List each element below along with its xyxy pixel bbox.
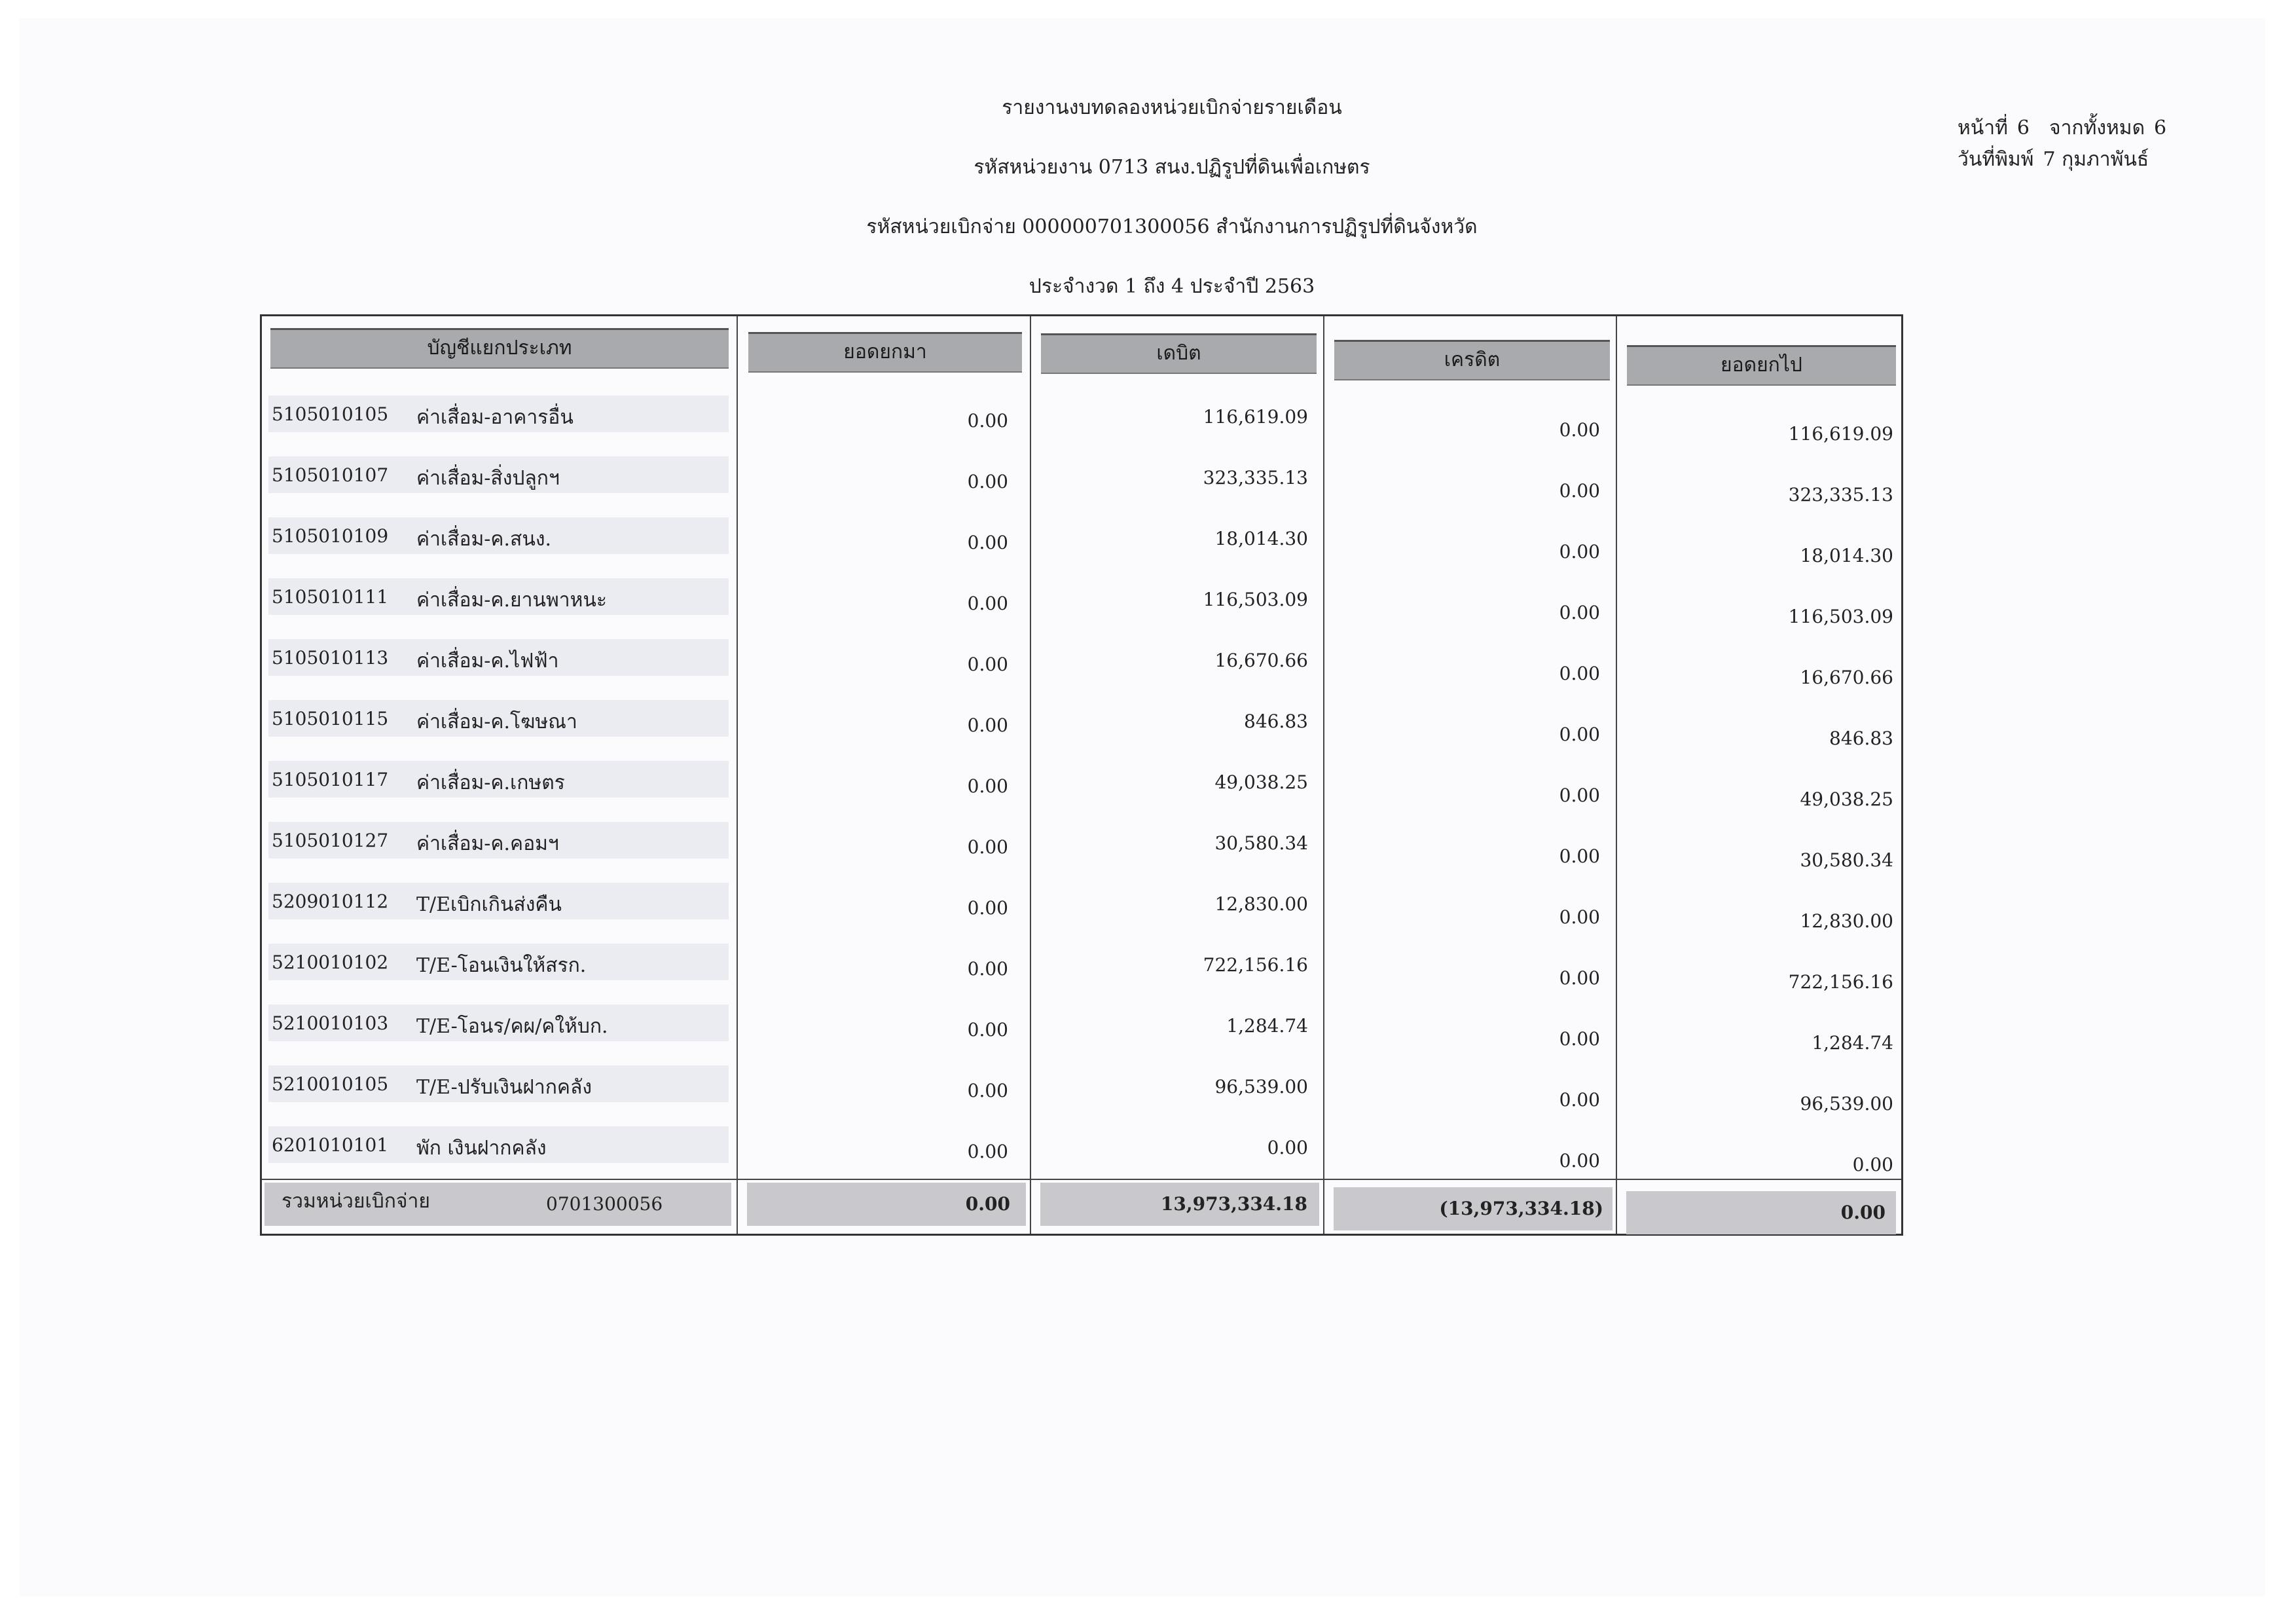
- debit-value: 323,335.13: [1203, 467, 1308, 489]
- account-name: พัก เงินฝากคลัง: [416, 1137, 547, 1160]
- carried-forward-value: 722,156.16: [1788, 971, 1893, 993]
- print-date-line: [1958, 144, 2252, 175]
- brought-forward-value: 0.00: [967, 410, 1008, 432]
- credit-value: 0.00: [1559, 480, 1600, 502]
- brought-forward-value: 0.00: [967, 654, 1008, 675]
- credit-value: 0.00: [1559, 724, 1600, 745]
- table-row: [262, 396, 1901, 445]
- account-name: ค่าเสื่อม-ค.โฆษณา: [416, 710, 577, 733]
- header-brought-forward: ยอดยกมา: [748, 332, 1022, 373]
- trial-balance-table: [260, 314, 1903, 1236]
- disbursing-unit-line: รหัสหน่วยเบิกจ่าย 000000701300056 สำนักงานการปฏิรูปที่ดินจังหวัด: [866, 215, 1478, 238]
- table-row: [262, 517, 1901, 566]
- debit-value: 30,580.34: [1214, 832, 1308, 854]
- account-name: T/Eเบิกเกินส่งคืน: [416, 893, 562, 916]
- credit-value: 0.00: [1559, 541, 1600, 563]
- account-code: 5105010109: [272, 525, 389, 547]
- debit-value: 49,038.25: [1214, 771, 1308, 793]
- table-row: [262, 700, 1901, 749]
- account-name: ค่าเสื่อม-อาคารอื่น: [416, 406, 574, 429]
- total-unit-code: 0701300056: [546, 1193, 663, 1215]
- total-brought-forward: 0.00: [747, 1183, 1026, 1226]
- total-carried-forward: 0.00: [1626, 1191, 1896, 1234]
- brought-forward-value: 0.00: [967, 775, 1008, 797]
- carried-forward-value: 1,284.74: [1812, 1032, 1893, 1054]
- carried-forward-value: 96,539.00: [1800, 1093, 1893, 1115]
- debit-value: 16,670.66: [1214, 650, 1308, 671]
- agency-code-line: รหัสหน่วยงาน 0713 สนง.ปฏิรูปที่ดินเพื่อเกษตร: [974, 156, 1370, 179]
- carried-forward-value: 49,038.25: [1800, 788, 1893, 810]
- debit-value: 18,014.30: [1214, 528, 1308, 549]
- account-code: 5105010113: [272, 647, 389, 669]
- carried-forward-value: 16,670.66: [1800, 667, 1893, 688]
- brought-forward-value: 0.00: [967, 1019, 1008, 1041]
- carried-forward-value: 12,830.00: [1800, 910, 1893, 932]
- credit-value: 0.00: [1559, 784, 1600, 806]
- carried-forward-value: 846.83: [1829, 728, 1893, 749]
- account-code: 5105010117: [272, 769, 389, 790]
- page-info: [1958, 113, 2252, 175]
- account-code: 5210010102: [272, 951, 389, 973]
- account-name: ค่าเสื่อม-ค.ยานพาหนะ: [416, 589, 607, 612]
- period-line: ประจำงวด 1 ถึง 4 ประจำปี 2563: [1029, 275, 1315, 298]
- account-name: ค่าเสื่อม-ค.คอมฯ: [416, 832, 559, 855]
- account-name: T/E-โอนร/คผ/คให้บก.: [416, 1015, 608, 1038]
- print-date: 7 กุมภาพันธ์: [2043, 148, 2149, 171]
- account-name: T/E-ปรับเงินฝากคลัง: [416, 1076, 592, 1099]
- carried-forward-value: 116,619.09: [1788, 423, 1893, 445]
- carried-forward-value: 116,503.09: [1788, 606, 1893, 627]
- credit-value: 0.00: [1559, 845, 1600, 867]
- page-label: หน้าที่: [1958, 117, 2008, 139]
- header-account: บัญชีแยกประเภท: [270, 328, 729, 369]
- credit-value: 0.00: [1559, 1089, 1600, 1111]
- account-code: 5105010127: [272, 830, 389, 851]
- header-carried-forward: ยอดยกไป: [1627, 345, 1896, 386]
- brought-forward-value: 0.00: [967, 897, 1008, 919]
- carried-forward-value: 18,014.30: [1800, 545, 1893, 566]
- credit-value: 0.00: [1559, 906, 1600, 928]
- total-label: รวมหน่วยเบิกจ่าย: [282, 1190, 430, 1213]
- account-code: 5105010105: [272, 403, 389, 425]
- brought-forward-value: 0.00: [967, 471, 1008, 492]
- table-row: [262, 1065, 1901, 1115]
- account-name: ค่าเสื่อม-ค.เกษตร: [416, 771, 565, 794]
- total-credit: (13,973,334.18): [1334, 1187, 1613, 1230]
- account-name: T/E-โอนเงินให้สรก.: [416, 954, 587, 977]
- credit-value: 0.00: [1559, 602, 1600, 623]
- table-row: [262, 944, 1901, 993]
- debit-value: 116,503.09: [1203, 589, 1308, 610]
- header-debit: เดบิต: [1041, 333, 1317, 374]
- debit-value: 96,539.00: [1214, 1076, 1308, 1098]
- brought-forward-value: 0.00: [967, 958, 1008, 980]
- total-row-divider: [262, 1179, 1901, 1180]
- table-row: [262, 822, 1901, 871]
- table-row: [262, 639, 1901, 688]
- table-row: [262, 761, 1901, 810]
- brought-forward-value: 0.00: [967, 532, 1008, 553]
- account-name: ค่าเสื่อม-สิ่งปลูกฯ: [416, 467, 560, 490]
- debit-value: 722,156.16: [1203, 954, 1308, 976]
- credit-value: 0.00: [1559, 419, 1600, 441]
- total-pages: 6: [2154, 117, 2167, 139]
- account-code: 5210010103: [272, 1012, 389, 1034]
- credit-value: 0.00: [1559, 1150, 1600, 1172]
- account-name: ค่าเสื่อม-ค.ไฟฟ้า: [416, 650, 559, 673]
- report-title-block: [694, 98, 1650, 337]
- carried-forward-value: 323,335.13: [1788, 484, 1893, 506]
- carried-forward-value: 30,580.34: [1800, 849, 1893, 871]
- table-row: [262, 578, 1901, 627]
- page-number-line: [1958, 113, 2252, 144]
- table-row: [262, 1005, 1901, 1054]
- table-row: [262, 883, 1901, 932]
- header-credit: เครดิต: [1334, 340, 1610, 380]
- debit-value: 1,284.74: [1226, 1015, 1308, 1037]
- brought-forward-value: 0.00: [967, 1080, 1008, 1101]
- account-code: 5209010112: [272, 891, 389, 912]
- credit-value: 0.00: [1559, 663, 1600, 684]
- account-code: 5105010115: [272, 708, 389, 729]
- brought-forward-value: 0.00: [967, 836, 1008, 858]
- table-row: [262, 1126, 1901, 1175]
- carried-forward-value: 0.00: [1852, 1154, 1893, 1175]
- debit-value: 846.83: [1244, 710, 1308, 732]
- account-code: 6201010101: [272, 1134, 389, 1156]
- account-code: 5105010107: [272, 464, 389, 486]
- print-date-label: วันที่พิมพ์: [1958, 148, 2034, 171]
- total-label-cell: [264, 1183, 731, 1226]
- brought-forward-value: 0.00: [967, 1141, 1008, 1162]
- credit-value: 0.00: [1559, 1028, 1600, 1050]
- brought-forward-value: 0.00: [967, 593, 1008, 614]
- page-number: 6: [2016, 117, 2030, 139]
- table-row: [262, 456, 1901, 506]
- credit-value: 0.00: [1559, 967, 1600, 989]
- report-title: รายงานงบทดลองหน่วยเบิกจ่ายรายเดือน: [1002, 96, 1342, 119]
- total-debit: 13,973,334.18: [1040, 1183, 1319, 1226]
- debit-value: 12,830.00: [1214, 893, 1308, 915]
- debit-value: 0.00: [1267, 1137, 1308, 1158]
- debit-value: 116,619.09: [1203, 406, 1308, 428]
- account-code: 5105010111: [272, 586, 389, 608]
- total-pages-label: จากทั้งหมด: [2049, 117, 2145, 139]
- account-name: ค่าเสื่อม-ค.สนง.: [416, 528, 552, 551]
- brought-forward-value: 0.00: [967, 714, 1008, 736]
- account-code: 5210010105: [272, 1073, 389, 1095]
